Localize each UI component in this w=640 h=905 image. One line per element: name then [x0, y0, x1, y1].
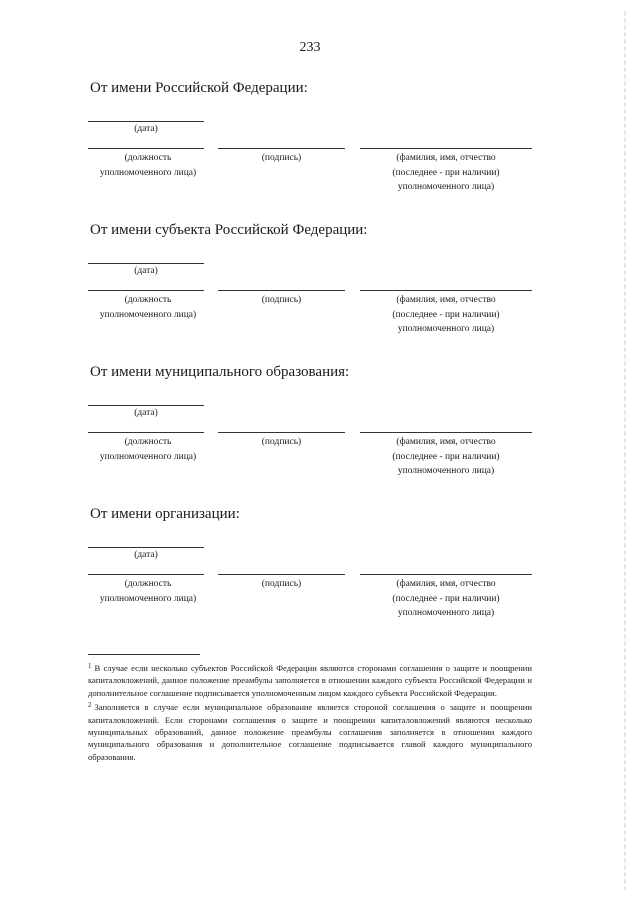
signature-caption: (подпись)	[261, 153, 302, 163]
position-line	[88, 148, 204, 149]
signature-line	[218, 432, 345, 433]
section-heading: От имени муниципального образования:	[90, 364, 350, 380]
date-caption: (дата)	[134, 124, 158, 134]
position-caption: (должность уполномоченного лица)	[99, 437, 197, 462]
position-line	[88, 290, 204, 291]
signature-block-russian-federation	[0, 80, 640, 210]
name-caption: (фамилия, имя, отчество (последнее - при наличии) уполномоченного лица)	[392, 437, 500, 476]
signature-caption: (подпись)	[261, 579, 302, 589]
signature-block-organization	[0, 506, 640, 636]
footnotes	[88, 660, 532, 763]
signature-block-municipality	[0, 364, 640, 494]
signature-line	[218, 148, 345, 149]
signature-block-federal-subject	[0, 222, 640, 352]
name-caption: (фамилия, имя, отчество (последнее - при наличии) уполномоченного лица)	[392, 153, 500, 192]
date-caption: (дата)	[134, 266, 158, 276]
footnote-marker: 2	[88, 701, 92, 710]
date-caption: (дата)	[134, 550, 158, 560]
name-line	[360, 148, 532, 149]
position-caption: (должность уполномоченного лица)	[99, 295, 197, 320]
section-heading: От имени организации:	[90, 506, 240, 522]
signature-caption: (подпись)	[261, 437, 302, 447]
signature-line	[218, 290, 345, 291]
name-caption: (фамилия, имя, отчество (последнее - при наличии) уполномоченного лица)	[392, 579, 500, 618]
footnote-marker: 1	[88, 662, 92, 670]
position-line	[88, 574, 204, 575]
name-caption: (фамилия, имя, отчество (последнее - при наличии) уполномоченного лица)	[392, 295, 500, 334]
footnote-separator	[88, 654, 200, 655]
name-line	[360, 432, 532, 433]
date-caption: (дата)	[134, 408, 158, 418]
section-heading: От имени Российской Федерации:	[90, 80, 308, 96]
section-heading: От имени субъекта Российской Федерации:	[90, 222, 368, 238]
position-caption: (должность уполномоченного лица)	[99, 579, 197, 604]
name-line	[360, 574, 532, 575]
footnote-1	[88, 660, 532, 699]
position-caption: (должность уполномоченного лица)	[99, 153, 197, 178]
page-number: 233	[299, 40, 321, 55]
signature-line	[218, 574, 345, 575]
footnote-text: Заполняется в случае если муниципальное образование является стороной соглашения о защите и поощрении капиталовложений. Если сторонами соглашения о защите и поощрении капиталовложений являются несколько муниципальных образований, данное положение преамбулы соглашения заполняется в отношении каждого муниципального образования и дополнительное соглашение подписывается главой каждого муниципального образования.	[88, 702, 532, 762]
position-line	[88, 432, 204, 433]
footnote-2	[88, 699, 532, 763]
footnote-text: В случае если несколько субъектов Российской Федерации являются сторонами соглашения о защите и поощрении капиталовложений, данное положение преамбулы заполняется в отношении каждого субъекта Российской Федерации и дополнительное соглашение подписывается уполномоченным лицом каждого субъекта Российской Федерации.	[88, 663, 532, 698]
name-line	[360, 290, 532, 291]
signature-caption: (подпись)	[261, 295, 302, 305]
